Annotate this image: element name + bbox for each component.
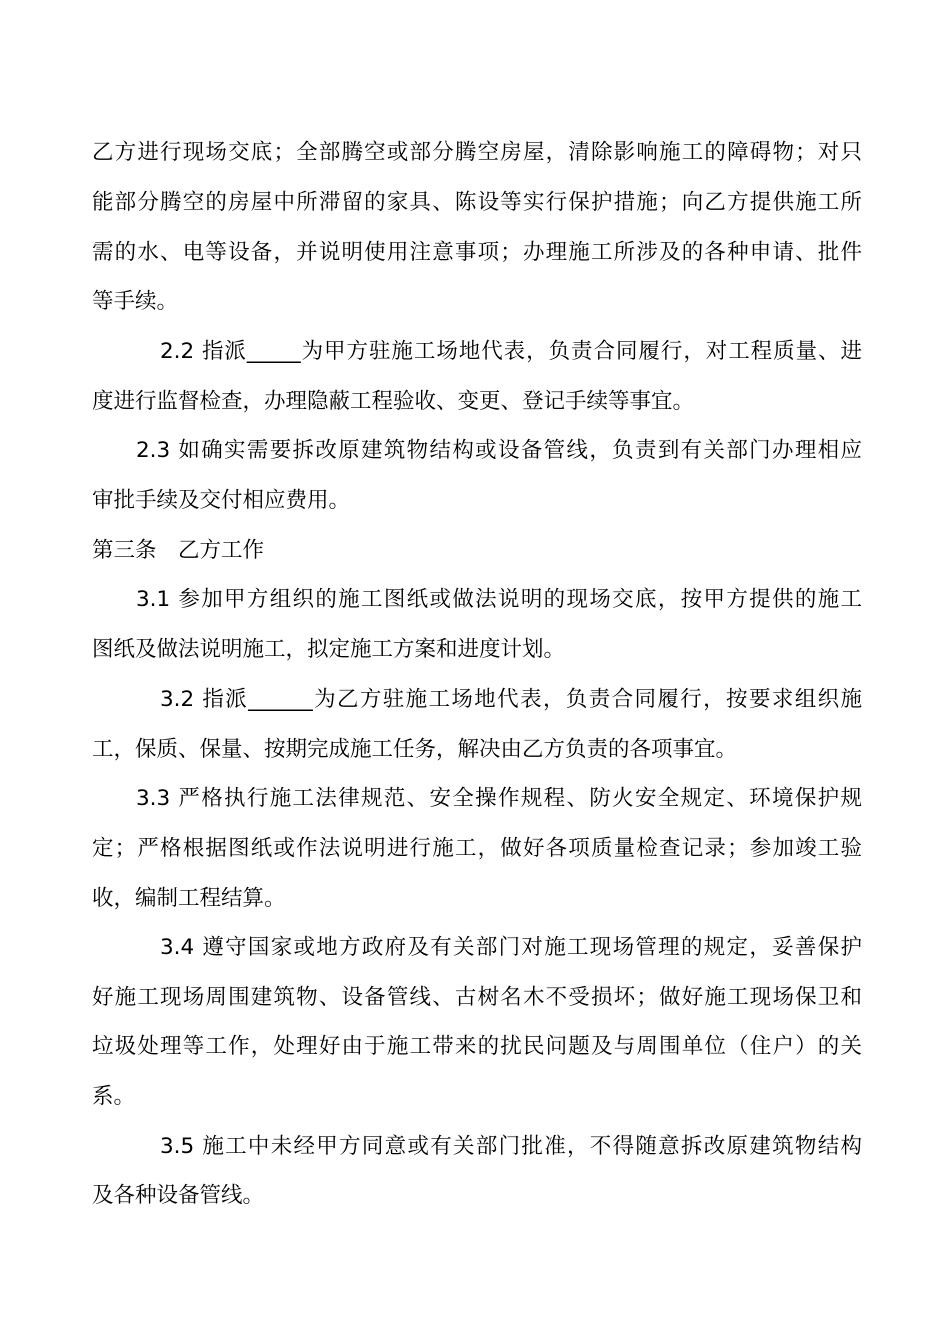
clause-3-1-line: 3.1 参加甲方组织的施工图纸或做法说明的现场交底，按甲方提供的施工	[136, 587, 862, 612]
section-heading: 第三条 乙方工作	[92, 538, 265, 563]
clause-2-2-line: 度进行监督检查，办理隐蔽工程验收、变更、登记手续等事宜。	[92, 389, 695, 414]
clause-2-3-line: 2.3 如确实需要拆改原建筑物结构或设备管线，负责到有关部门办理相应	[136, 438, 862, 463]
clause-2-3-line: 审批手续及交付相应费用。	[92, 488, 351, 513]
clause-3-3-line: 定；严格根据图纸或作法说明进行施工，做好各项质量检查记录；参加竣工验	[92, 836, 862, 861]
clause-3-3-line: 收，编制工程结算。	[92, 886, 286, 911]
clause-3-5-line: 3.5 施工中未经甲方同意或有关部门批准，不得随意拆改原建筑物结构	[160, 1134, 862, 1159]
clause-3-4-line: 3.4 遵守国家或地方政府及有关部门对施工现场管理的规定，妥善保护	[160, 935, 862, 960]
paragraph-line: 需的水、电等设备，并说明使用注意事项；办理施工所涉及的各种申请、批件	[92, 240, 862, 265]
paragraph-line: 等手续。	[92, 289, 179, 314]
paragraph-line: 乙方进行现场交底；全部腾空或部分腾空房屋，清除影响施工的障碍物；对只	[92, 140, 862, 165]
clause-3-4-line: 好施工现场周围建筑物、设备管线、古树名木不受损坏；做好施工现场保卫和	[92, 985, 862, 1010]
clause-3-4-line: 垃圾处理等工作，处理好由于施工带来的扰民问题及与周围单位（住户）的关	[92, 1034, 862, 1059]
clause-3-2-line: 3.2 指派______为乙方驻施工场地代表，负责合同履行，按要求组织施	[160, 687, 862, 712]
paragraph-line: 能部分腾空的房屋中所滞留的家具、陈设等实行保护措施；向乙方提供施工所	[92, 190, 862, 215]
clause-3-5-line: 及各种设备管线。	[92, 1183, 265, 1208]
clause-3-1-line: 图纸及做法说明施工，拟定施工方案和进度计划。	[92, 637, 566, 662]
clause-2-2-line: 2.2 指派_____为甲方驻施工场地代表，负责合同履行，对工程质量、进	[160, 339, 862, 364]
clause-3-3-line: 3.3 严格执行施工法律规范、安全操作规程、防火安全规定、环境保护规	[136, 786, 862, 811]
clause-3-4-line: 系。	[92, 1084, 136, 1109]
clause-3-2-line: 工，保质、保量、按期完成施工任务，解决由乙方负责的各项事宜。	[92, 737, 738, 762]
